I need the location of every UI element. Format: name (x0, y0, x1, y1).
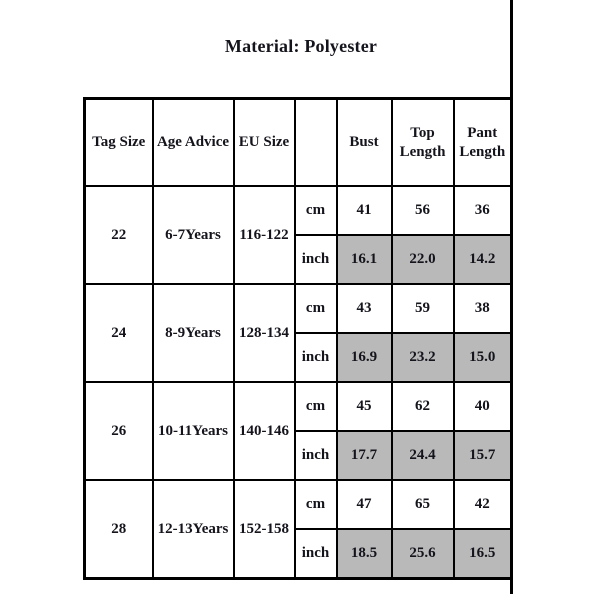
tag-size-cell: 26 (85, 382, 153, 480)
col-header-top-length: Top Length (392, 99, 454, 187)
pant-length-cm-cell: 42 (454, 480, 512, 529)
unit-cell-cm: cm (295, 480, 337, 529)
pant-length-cm-cell: 36 (454, 186, 512, 235)
top-length-inch-cell: 25.6 (392, 529, 454, 579)
age-advice-cell: 10-11Years (153, 382, 234, 480)
age-advice-cell: 6-7Years (153, 186, 234, 284)
col-header-pant-length: Pant Length (454, 99, 512, 187)
top-length-inch-cell: 23.2 (392, 333, 454, 382)
tag-size-cell: 24 (85, 284, 153, 382)
pant-length-cm-cell: 40 (454, 382, 512, 431)
eu-size-cell: 152-158 (234, 480, 295, 579)
col-header-tag-size: Tag Size (85, 99, 153, 187)
top-length-cm-cell: 62 (392, 382, 454, 431)
page-title: Material: Polyester (224, 36, 378, 56)
bust-inch-cell: 16.9 (337, 333, 392, 382)
top-length-cm-cell: 65 (392, 480, 454, 529)
unit-cell-cm: cm (295, 186, 337, 235)
top-length-inch-cell: 22.0 (392, 235, 454, 284)
unit-cell-cm: cm (295, 382, 337, 431)
tag-size-cell: 22 (85, 186, 153, 284)
table-row-size28-cm (85, 480, 512, 529)
eu-size-cell: 116-122 (234, 186, 295, 284)
unit-cell-cm: cm (295, 284, 337, 333)
pant-length-inch-cell: 15.0 (454, 333, 512, 382)
table-row-size26-cm (85, 382, 512, 431)
top-length-cm-cell: 56 (392, 186, 454, 235)
unit-cell-inch: inch (295, 235, 337, 284)
unit-cell-inch: inch (295, 529, 337, 579)
top-length-cm-cell: 59 (392, 284, 454, 333)
eu-size-cell: 128-134 (234, 284, 295, 382)
bust-cm-cell: 41 (337, 186, 392, 235)
pant-length-inch-cell: 16.5 (454, 529, 512, 579)
unit-cell-inch: inch (295, 333, 337, 382)
table-row-size22-cm (85, 186, 512, 235)
col-header-eu-size: EU Size (234, 99, 295, 187)
age-advice-cell: 12-13Years (153, 480, 234, 579)
size-chart-table (83, 97, 513, 580)
table-row-size24-cm (85, 284, 512, 333)
bust-inch-cell: 18.5 (337, 529, 392, 579)
bust-inch-cell: 16.1 (337, 235, 392, 284)
col-header-unit (295, 99, 337, 187)
col-header-bust: Bust (337, 99, 392, 187)
bust-inch-cell: 17.7 (337, 431, 392, 480)
bust-cm-cell: 45 (337, 382, 392, 431)
age-advice-cell: 8-9Years (153, 284, 234, 382)
eu-size-cell: 140-146 (234, 382, 295, 480)
pant-length-inch-cell: 14.2 (454, 235, 512, 284)
header-row (85, 99, 512, 187)
bust-cm-cell: 43 (337, 284, 392, 333)
tag-size-cell: 28 (85, 480, 153, 579)
bust-cm-cell: 47 (337, 480, 392, 529)
col-header-age-advice: Age Advice (153, 99, 234, 187)
pant-length-inch-cell: 15.7 (454, 431, 512, 480)
top-length-inch-cell: 24.4 (392, 431, 454, 480)
pant-length-cm-cell: 38 (454, 284, 512, 333)
unit-cell-inch: inch (295, 431, 337, 480)
